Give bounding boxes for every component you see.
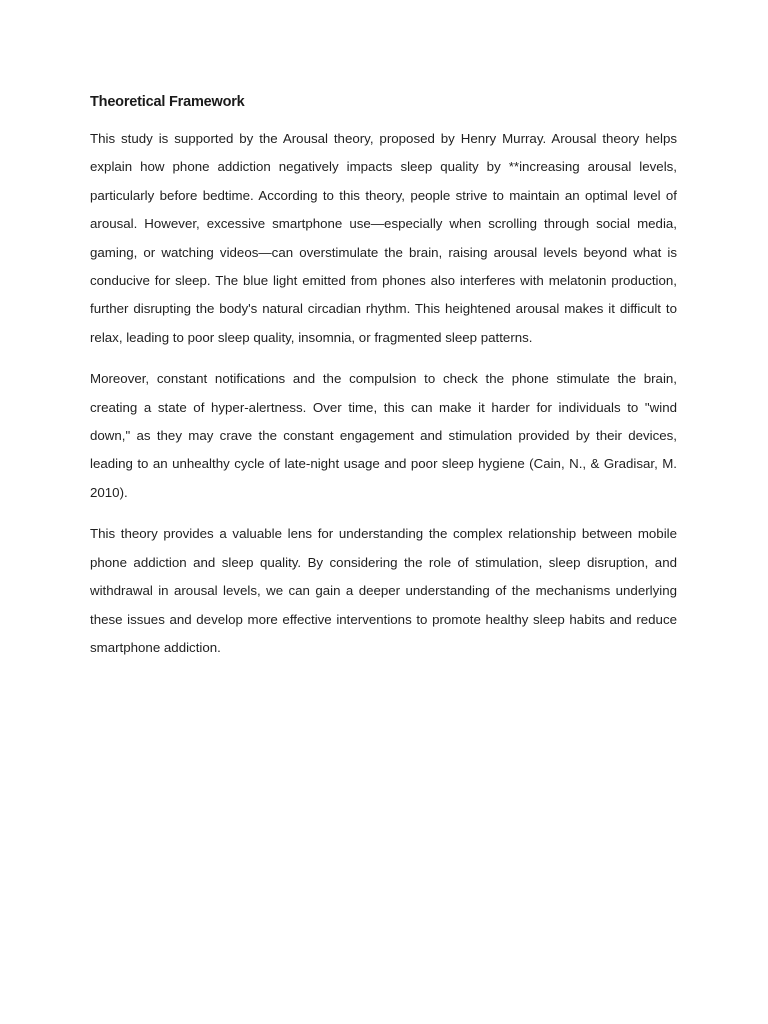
paragraph-2: Moreover, constant notifications and the compulsion to check the phone stimulate the brain, creating a state of hyper-alertness. Over time, this can make it harder for individuals to "wind down," as they may crave the constant engagement and stimulation provided by their devices, leading to an unhealthy cycle of late-night usage and poor sleep hygiene (Cain, N., & Gradisar, M. 2010). bbox=[90, 371, 677, 500]
document-body bbox=[90, 92, 677, 675]
paragraph-3: This theory provides a valuable lens for understanding the complex relationship between mobile phone addiction and sleep quality. By considering the role of stimulation, sleep disruption, and withdrawal in arousal levels, we can gain a deeper understanding of the mechanisms underlying these issues and develop more effective interventions to promote healthy sleep habits and reduce smartphone addiction. bbox=[90, 526, 677, 655]
paragraph-1: This study is supported by the Arousal theory, proposed by Henry Murray. Arousal theory helps explain how phone addiction negatively impacts sleep quality by **increasing arousal levels, particularly before bedtime. According to this theory, people strive to maintain an optimal level of arousal. However, excessive smartphone use—especially when scrolling through social media, gaming, or watching videos—can overstimulate the brain, raising arousal levels beyond what is conducive for sleep. The blue light emitted from phones also interferes with melatonin production, further disrupting the body's natural circadian rhythm. This heightened arousal makes it difficult to relax, leading to poor sleep quality, insomnia, or fragmented sleep patterns. bbox=[90, 131, 677, 345]
section-heading: Theoretical Framework bbox=[90, 94, 245, 110]
